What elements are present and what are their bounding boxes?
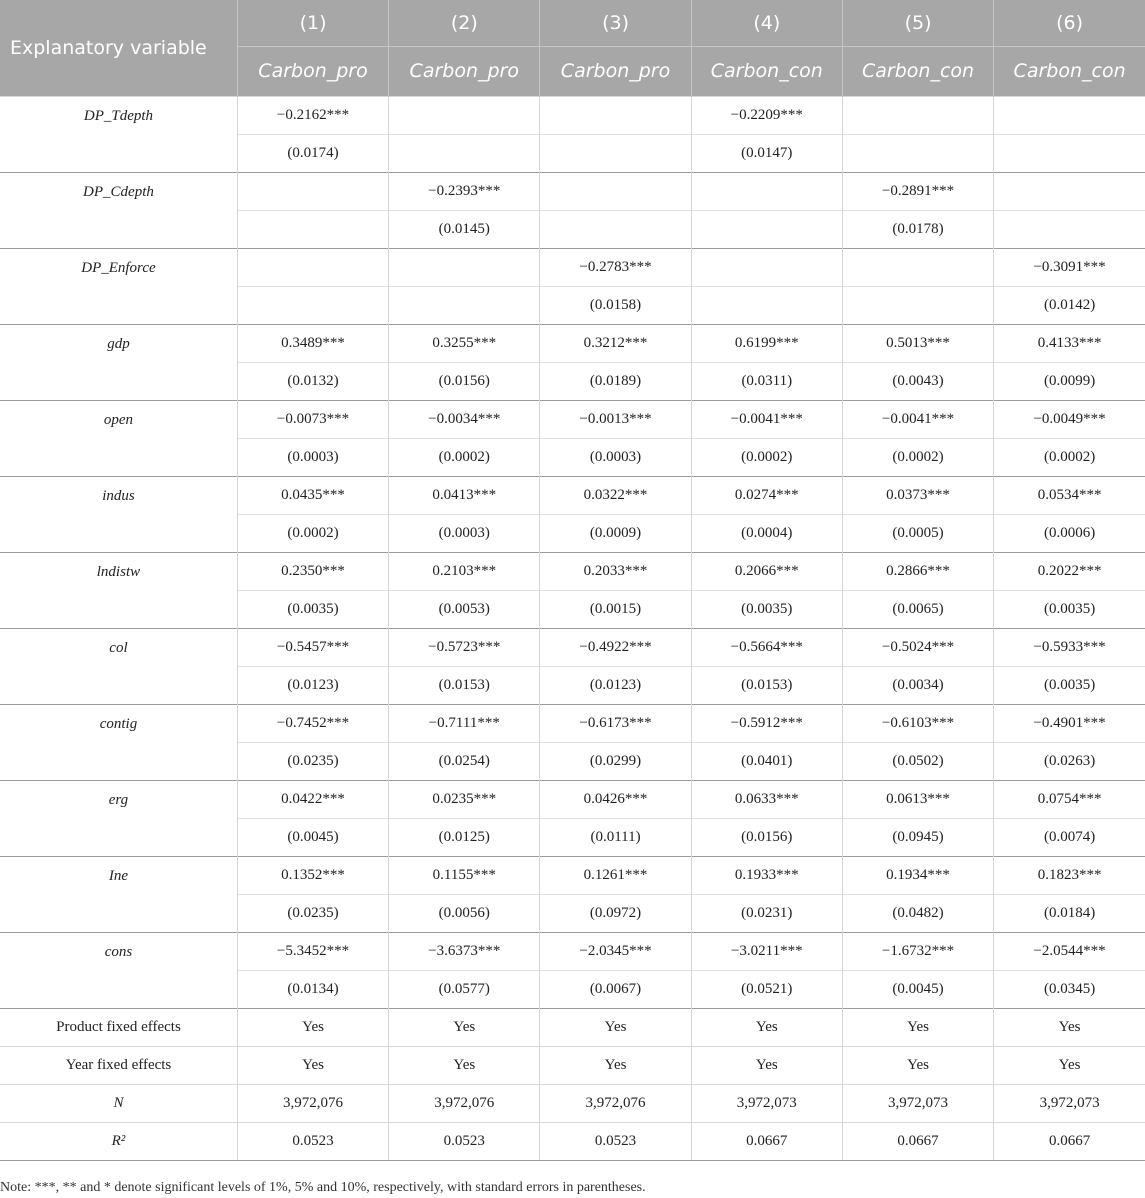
variable-name: col [0, 628, 237, 704]
coefficient-row [0, 324, 1145, 362]
summary-cell: Yes [540, 1008, 691, 1046]
standard-error-cell [540, 210, 691, 248]
coefficient-cell: 0.0373*** [842, 476, 993, 514]
summary-cell: Yes [994, 1046, 1145, 1084]
standard-error-cell: (0.0065) [842, 590, 993, 628]
column-number: (5) [842, 0, 993, 46]
variable-name: gdp [0, 324, 237, 400]
standard-error-cell: (0.0156) [691, 818, 842, 856]
coefficient-cell: −2.0345*** [540, 932, 691, 970]
coefficient-cell: −0.7452*** [237, 704, 388, 742]
coefficient-cell [691, 172, 842, 210]
coefficient-cell: 0.0274*** [691, 476, 842, 514]
coefficient-cell: 0.0613*** [842, 780, 993, 818]
summary-cell: 0.0667 [691, 1122, 842, 1160]
standard-error-cell: (0.0311) [691, 362, 842, 400]
standard-error-cell [842, 286, 993, 324]
coefficient-cell: −0.5664*** [691, 628, 842, 666]
standard-error-cell: (0.0045) [842, 970, 993, 1008]
coefficient-cell: −0.4922*** [540, 628, 691, 666]
variable-name: erg [0, 780, 237, 856]
variable-name: DP_Cdepth [0, 172, 237, 248]
standard-error-cell [842, 134, 993, 172]
coefficient-cell: −0.6103*** [842, 704, 993, 742]
coefficient-cell [842, 96, 993, 134]
coefficient-cell: −0.7111*** [389, 704, 540, 742]
standard-error-cell: (0.0231) [691, 894, 842, 932]
standard-error-cell: (0.0099) [994, 362, 1145, 400]
standard-error-cell: (0.0002) [237, 514, 388, 552]
coefficient-cell: −0.2162*** [237, 96, 388, 134]
standard-error-cell: (0.0006) [994, 514, 1145, 552]
variable-name: indus [0, 476, 237, 552]
standard-error-cell [389, 286, 540, 324]
standard-error-cell: (0.0235) [237, 894, 388, 932]
standard-error-cell: (0.0067) [540, 970, 691, 1008]
coefficient-cell: 0.1934*** [842, 856, 993, 894]
coefficient-cell: 0.2066*** [691, 552, 842, 590]
variable-name: cons [0, 932, 237, 1008]
summary-cell: 0.0667 [994, 1122, 1145, 1160]
coefficient-cell: −0.6173*** [540, 704, 691, 742]
table-header [0, 0, 1145, 96]
coefficient-row [0, 96, 1145, 134]
coefficient-cell: 0.6199*** [691, 324, 842, 362]
column-number: (1) [237, 0, 388, 46]
standard-error-cell: (0.0184) [994, 894, 1145, 932]
coefficient-cell: −0.5933*** [994, 628, 1145, 666]
summary-cell: 3,972,076 [540, 1084, 691, 1122]
column-number: (6) [994, 0, 1145, 46]
coefficient-cell: 0.0435*** [237, 476, 388, 514]
coefficient-cell: −3.6373*** [389, 932, 540, 970]
coefficient-cell: 0.1823*** [994, 856, 1145, 894]
variable-name: open [0, 400, 237, 476]
standard-error-cell: (0.0123) [540, 666, 691, 704]
coefficient-cell: 0.0235*** [389, 780, 540, 818]
summary-cell: 0.0523 [389, 1122, 540, 1160]
standard-error-cell: (0.0003) [389, 514, 540, 552]
coefficient-cell: −0.3091*** [994, 248, 1145, 286]
summary-cell: 3,972,076 [237, 1084, 388, 1122]
standard-error-cell: (0.0153) [389, 666, 540, 704]
standard-error-cell [540, 134, 691, 172]
coefficient-cell: −0.4901*** [994, 704, 1145, 742]
summary-cell: Yes [389, 1008, 540, 1046]
standard-error-cell: (0.0045) [237, 818, 388, 856]
coefficient-cell [691, 248, 842, 286]
coefficient-row [0, 172, 1145, 210]
column-number: (2) [389, 0, 540, 46]
summary-cell: Yes [842, 1046, 993, 1084]
standard-error-cell: (0.0125) [389, 818, 540, 856]
standard-error-cell: (0.0035) [237, 590, 388, 628]
table-body [0, 96, 1145, 1160]
standard-error-cell: (0.0189) [540, 362, 691, 400]
coefficient-cell: 0.1933*** [691, 856, 842, 894]
standard-error-cell: (0.0015) [540, 590, 691, 628]
standard-error-cell: (0.0156) [389, 362, 540, 400]
variable-name: DP_Enforce [0, 248, 237, 324]
standard-error-cell [994, 210, 1145, 248]
coefficient-row [0, 704, 1145, 742]
coefficient-row [0, 932, 1145, 970]
standard-error-cell [994, 134, 1145, 172]
summary-row [0, 1008, 1145, 1046]
summary-row [0, 1084, 1145, 1122]
standard-error-cell: (0.0111) [540, 818, 691, 856]
coefficient-cell: 0.3489*** [237, 324, 388, 362]
summary-label: Year fixed effects [0, 1046, 237, 1084]
coefficient-cell [994, 172, 1145, 210]
summary-cell: 0.0523 [540, 1122, 691, 1160]
summary-cell: 3,972,073 [842, 1084, 993, 1122]
coefficient-cell: 0.2866*** [842, 552, 993, 590]
coefficient-cell: −3.0211*** [691, 932, 842, 970]
standard-error-cell [237, 286, 388, 324]
summary-cell: 3,972,073 [994, 1084, 1145, 1122]
standard-error-cell: (0.0056) [389, 894, 540, 932]
standard-error-cell: (0.0074) [994, 818, 1145, 856]
summary-row [0, 1046, 1145, 1084]
standard-error-cell [691, 286, 842, 324]
coefficient-row [0, 552, 1145, 590]
standard-error-cell: (0.0002) [389, 438, 540, 476]
standard-error-cell: (0.0002) [994, 438, 1145, 476]
standard-error-cell: (0.0035) [691, 590, 842, 628]
variable-name: lndistw [0, 552, 237, 628]
standard-error-cell: (0.0035) [994, 666, 1145, 704]
coefficient-cell: −1.6732*** [842, 932, 993, 970]
standard-error-cell: (0.0002) [842, 438, 993, 476]
standard-error-cell [691, 210, 842, 248]
summary-cell: Yes [540, 1046, 691, 1084]
coefficient-cell: 0.0422*** [237, 780, 388, 818]
standard-error-cell: (0.0158) [540, 286, 691, 324]
coefficient-cell: −0.0034*** [389, 400, 540, 438]
coefficient-cell: 0.2103*** [389, 552, 540, 590]
summary-label: Product fixed effects [0, 1008, 237, 1046]
standard-error-cell [389, 134, 540, 172]
summary-label: R² [0, 1122, 237, 1160]
standard-error-cell: (0.0132) [237, 362, 388, 400]
column-number: (4) [691, 0, 842, 46]
summary-cell: Yes [691, 1008, 842, 1046]
coefficient-cell: −0.0013*** [540, 400, 691, 438]
coefficient-cell: −0.0049*** [994, 400, 1145, 438]
coefficient-cell [540, 96, 691, 134]
coefficient-cell: −0.5723*** [389, 628, 540, 666]
summary-cell: Yes [994, 1008, 1145, 1046]
standard-error-cell: (0.0153) [691, 666, 842, 704]
standard-error-cell: (0.0009) [540, 514, 691, 552]
coefficient-cell: 0.0413*** [389, 476, 540, 514]
dependent-variable: Carbon_con [994, 46, 1145, 96]
summary-cell: Yes [389, 1046, 540, 1084]
coefficient-cell: 0.5013*** [842, 324, 993, 362]
standard-error-cell: (0.0145) [389, 210, 540, 248]
row-label-header: Explanatory variable [0, 0, 237, 96]
variable-name: Ine [0, 856, 237, 932]
standard-error-cell: (0.0502) [842, 742, 993, 780]
standard-error-cell: (0.0043) [842, 362, 993, 400]
summary-cell: 0.0523 [237, 1122, 388, 1160]
coefficient-row [0, 628, 1145, 666]
standard-error-cell: (0.0147) [691, 134, 842, 172]
standard-error-cell: (0.0003) [237, 438, 388, 476]
variable-name: contig [0, 704, 237, 780]
standard-error-cell: (0.0521) [691, 970, 842, 1008]
coefficient-cell: 0.2033*** [540, 552, 691, 590]
dependent-variable: Carbon_pro [389, 46, 540, 96]
standard-error-cell: (0.0005) [842, 514, 993, 552]
coefficient-cell: 0.0633*** [691, 780, 842, 818]
dependent-variable: Carbon_con [691, 46, 842, 96]
summary-cell: Yes [842, 1008, 993, 1046]
variable-name: DP_Tdepth [0, 96, 237, 172]
coefficient-cell [540, 172, 691, 210]
standard-error-cell: (0.0134) [237, 970, 388, 1008]
coefficient-cell [389, 96, 540, 134]
standard-error-cell: (0.0299) [540, 742, 691, 780]
coefficient-cell: −0.0073*** [237, 400, 388, 438]
coefficient-row [0, 400, 1145, 438]
coefficient-cell: 0.2350*** [237, 552, 388, 590]
summary-cell: Yes [691, 1046, 842, 1084]
coefficient-cell: 0.0322*** [540, 476, 691, 514]
coefficient-cell: −0.5457*** [237, 628, 388, 666]
summary-cell: 3,972,073 [691, 1084, 842, 1122]
standard-error-cell: (0.0945) [842, 818, 993, 856]
standard-error-cell: (0.0174) [237, 134, 388, 172]
summary-label: N [0, 1084, 237, 1122]
dependent-variable: Carbon_pro [237, 46, 388, 96]
summary-row [0, 1122, 1145, 1160]
standard-error-cell: (0.0254) [389, 742, 540, 780]
coefficient-cell: −0.0041*** [691, 400, 842, 438]
standard-error-cell: (0.0003) [540, 438, 691, 476]
standard-error-cell: (0.0482) [842, 894, 993, 932]
coefficient-cell [842, 248, 993, 286]
dependent-variable: Carbon_pro [540, 46, 691, 96]
standard-error-cell: (0.0123) [237, 666, 388, 704]
dependent-variable: Carbon_con [842, 46, 993, 96]
standard-error-cell: (0.0004) [691, 514, 842, 552]
standard-error-cell: (0.0053) [389, 590, 540, 628]
standard-error-cell: (0.0034) [842, 666, 993, 704]
coefficient-cell [237, 172, 388, 210]
summary-cell: Yes [237, 1046, 388, 1084]
standard-error-cell: (0.0178) [842, 210, 993, 248]
coefficient-row [0, 780, 1145, 818]
standard-error-cell: (0.0972) [540, 894, 691, 932]
summary-cell: 3,972,076 [389, 1084, 540, 1122]
coefficient-cell: 0.4133*** [994, 324, 1145, 362]
table-note: Note: ***, ** and * denote significant levels of 1%, 5% and 10%, respectively, with standard errors in parentheses. [0, 1180, 646, 1195]
standard-error-cell: (0.0345) [994, 970, 1145, 1008]
standard-error-cell: (0.0142) [994, 286, 1145, 324]
coefficient-row [0, 248, 1145, 286]
coefficient-cell: 0.3212*** [540, 324, 691, 362]
summary-cell: 0.0667 [842, 1122, 993, 1160]
coefficient-cell: 0.1155*** [389, 856, 540, 894]
coefficient-cell: 0.2022*** [994, 552, 1145, 590]
coefficient-cell: 0.0534*** [994, 476, 1145, 514]
coefficient-cell: −0.2209*** [691, 96, 842, 134]
coefficient-row [0, 476, 1145, 514]
coefficient-row [0, 856, 1145, 894]
coefficient-cell: 0.0426*** [540, 780, 691, 818]
summary-cell: Yes [237, 1008, 388, 1046]
standard-error-cell [237, 210, 388, 248]
coefficient-cell [237, 248, 388, 286]
coefficient-cell [994, 96, 1145, 134]
coefficient-cell: 0.1352*** [237, 856, 388, 894]
coefficient-cell: −0.5912*** [691, 704, 842, 742]
column-number: (3) [540, 0, 691, 46]
coefficient-cell [389, 248, 540, 286]
standard-error-cell: (0.0263) [994, 742, 1145, 780]
standard-error-cell: (0.0235) [237, 742, 388, 780]
coefficient-cell: −2.0544*** [994, 932, 1145, 970]
header-row-numbers [0, 0, 1145, 46]
coefficient-cell: −0.2783*** [540, 248, 691, 286]
coefficient-cell: −0.2393*** [389, 172, 540, 210]
coefficient-cell: 0.3255*** [389, 324, 540, 362]
coefficient-cell: 0.0754*** [994, 780, 1145, 818]
coefficient-cell: −0.0041*** [842, 400, 993, 438]
standard-error-cell: (0.0401) [691, 742, 842, 780]
standard-error-cell: (0.0035) [994, 590, 1145, 628]
standard-error-cell: (0.0577) [389, 970, 540, 1008]
coefficient-cell: −5.3452*** [237, 932, 388, 970]
coefficient-cell: −0.2891*** [842, 172, 993, 210]
coefficient-cell: 0.1261*** [540, 856, 691, 894]
standard-error-cell: (0.0002) [691, 438, 842, 476]
coefficient-cell: −0.5024*** [842, 628, 993, 666]
